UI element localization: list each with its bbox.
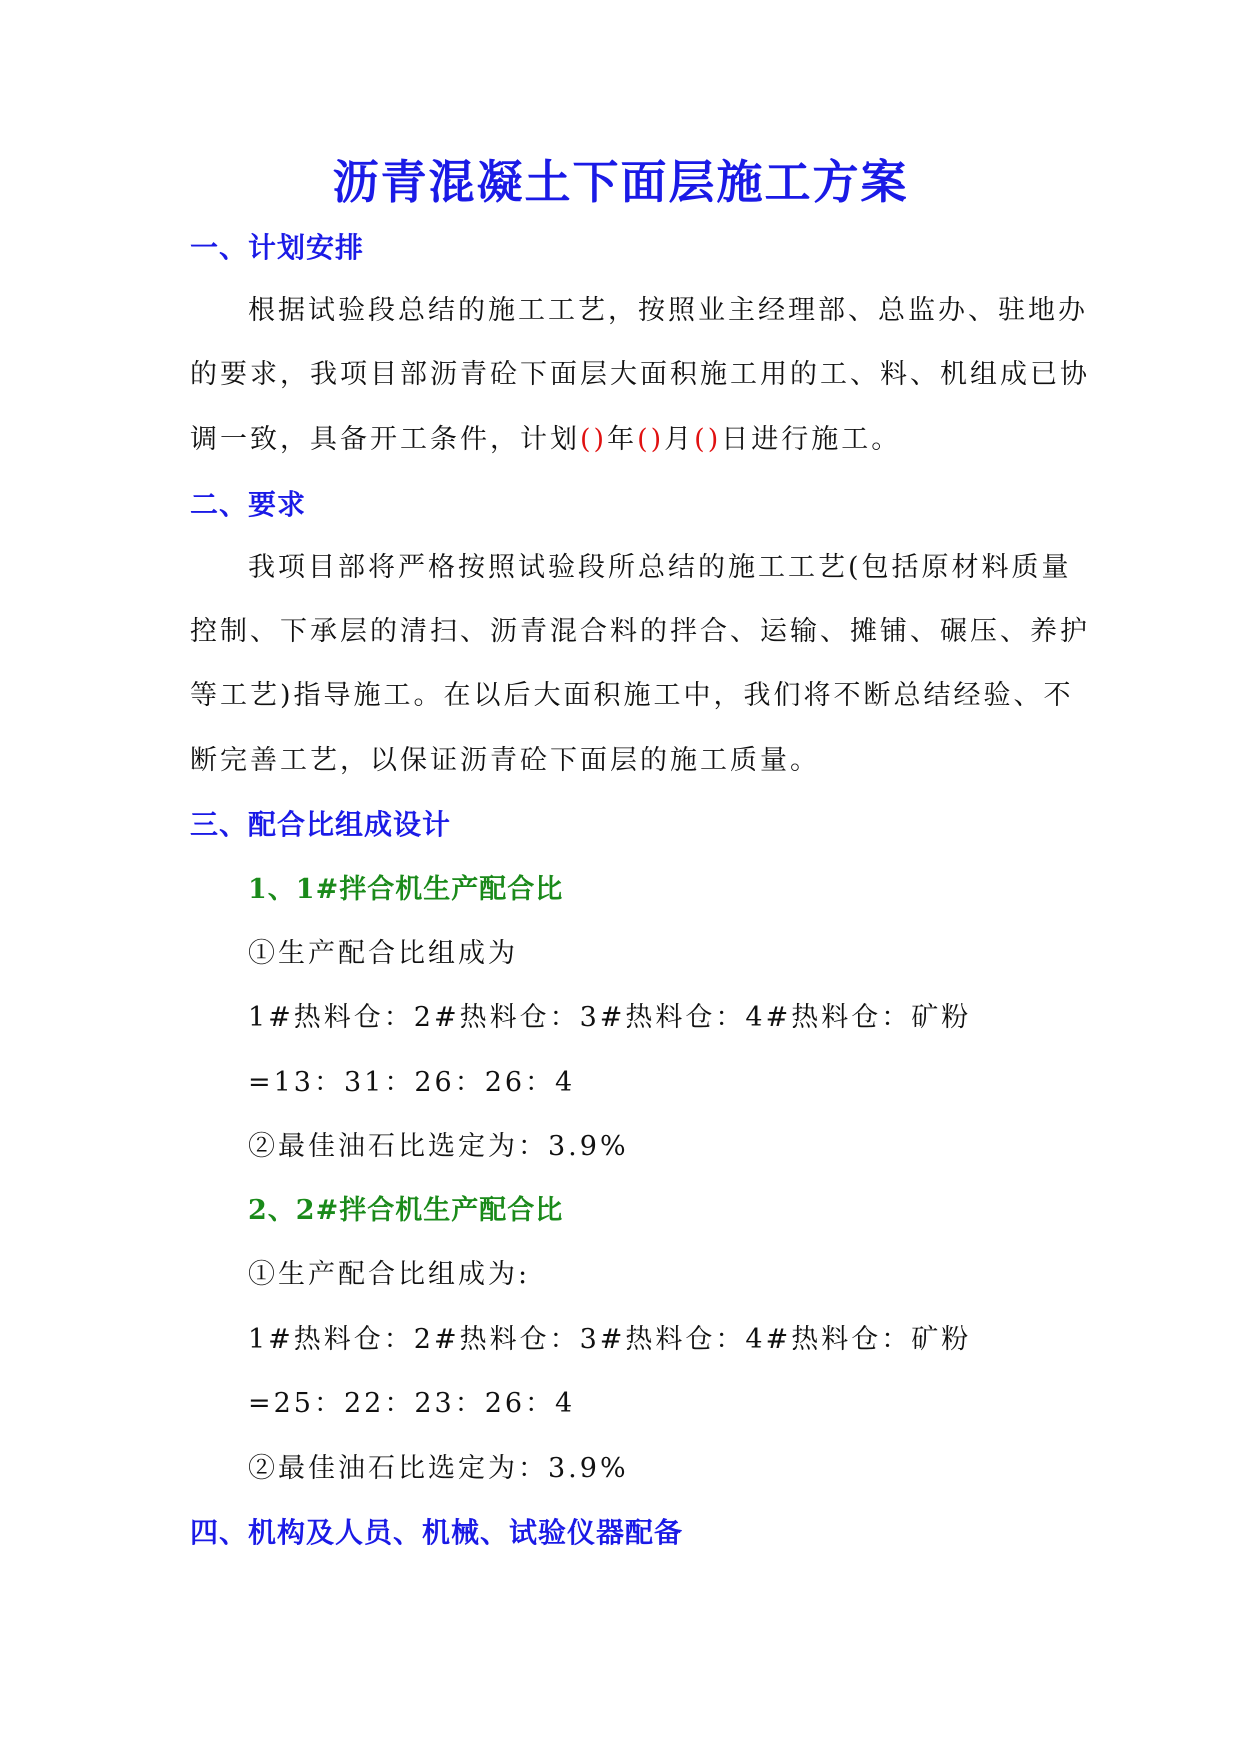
day-blank: () xyxy=(694,424,722,455)
mix-ratio: =13：31：26：26：4 xyxy=(248,1067,576,1098)
paragraph-line: 断完善工艺，以保证沥青砼下面层的施工质量。 xyxy=(190,745,820,776)
section-heading-requirements: 二、要求 xyxy=(190,488,307,521)
year-blank: () xyxy=(580,424,608,455)
mix-line: 1#热料仓：2#热料仓：3#热料仓：4#热料仓：矿粉 xyxy=(248,1324,972,1355)
paragraph-line: 我项目部将严格按照试验段所总结的施工工艺(包括原材料质量 xyxy=(248,552,1072,583)
document-title: 沥青混凝土下面层施工方案 xyxy=(332,155,909,209)
subheading-mixer-1: 1、1#拌合机生产配合比 xyxy=(248,874,564,905)
mix-line: ①生产配合比组成为: xyxy=(248,1259,531,1290)
subheading-mixer-2: 2、2#拌合机生产配合比 xyxy=(248,1195,564,1226)
paragraph-line: 控制、下承层的清扫、沥青混合料的拌合、运输、摊铺、碾压、养护 xyxy=(190,616,1090,647)
paragraph-line-schedule xyxy=(190,420,1060,460)
schedule-end-text: 日进行施工。 xyxy=(721,424,902,455)
asphalt-ratio: ②最佳油石比选定为：3.9% xyxy=(248,1131,629,1162)
paragraph-line: 的要求，我项目部沥青砼下面层大面积施工用的工、料、机组成已协 xyxy=(190,359,1090,390)
schedule-text: 调一致，具备开工条件，计划 xyxy=(190,424,580,455)
section-heading-organization: 四、机构及人员、机械、试验仪器配备 xyxy=(190,1516,684,1549)
mix-line: 1#热料仓：2#热料仓：3#热料仓：4#热料仓：矿粉 xyxy=(248,1002,972,1033)
mix-ratio: =25：22：23：26：4 xyxy=(248,1388,576,1419)
month-blank: () xyxy=(637,424,665,455)
section-heading-mix-design: 三、配合比组成设计 xyxy=(190,808,452,841)
month-label: 月 xyxy=(664,424,695,455)
paragraph-line: 根据试验段总结的施工工艺，按照业主经理部、总监办、驻地办 xyxy=(248,295,1088,326)
mix-line: ①生产配合比组成为 xyxy=(248,938,518,969)
year-label: 年 xyxy=(607,424,638,455)
section-heading-plan: 一、计划安排 xyxy=(190,231,365,264)
asphalt-ratio: ②最佳油石比选定为：3.9% xyxy=(248,1453,629,1484)
paragraph-line: 等工艺)指导施工。在以后大面积施工中，我们将不断总结经验、不 xyxy=(190,680,1074,711)
